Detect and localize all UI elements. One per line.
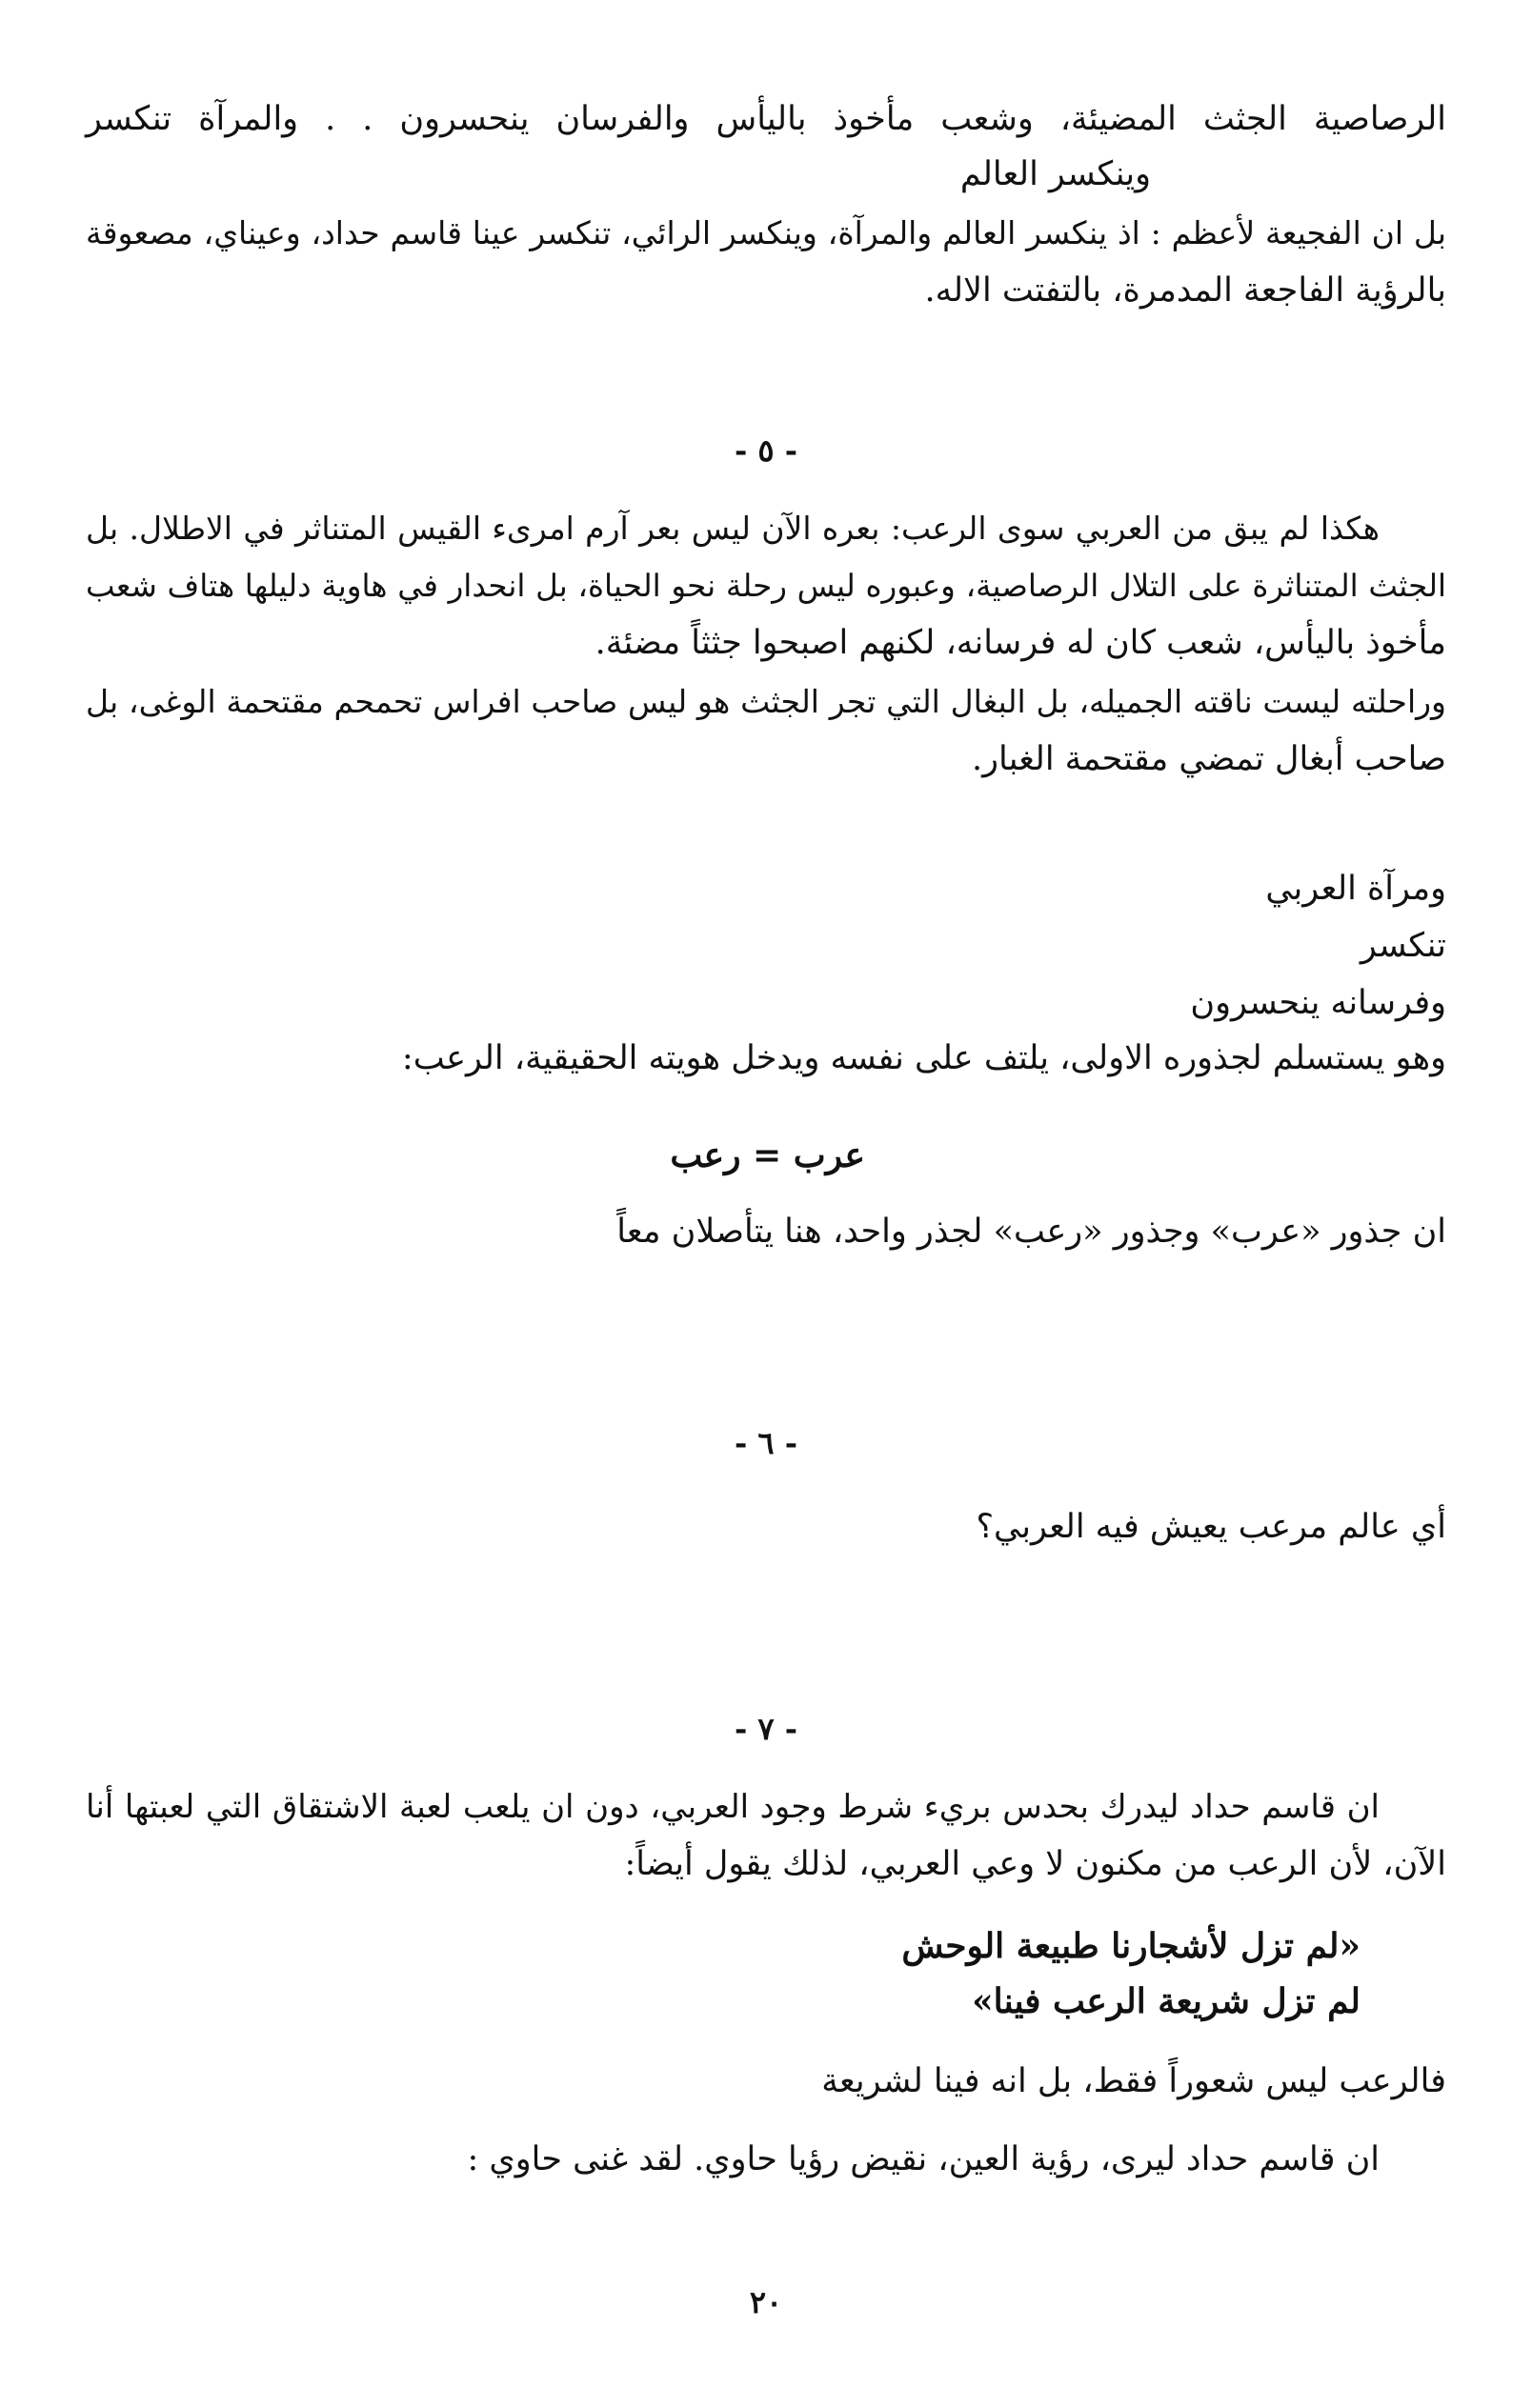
paragraph-line: أي عالم مرعب يعيش فيه العربي؟ — [976, 1508, 1446, 1546]
paragraph-line: ان قاسم حداد ليدرك بحدس بريء شرط وجود العربي، دون ان يلعب لعبة الاشتقاق التي لعبتها أنا — [86, 1788, 1380, 1826]
poem-line: وفرسانه ينحسرون — [1190, 984, 1446, 1022]
section-number: - ٥ - — [734, 432, 798, 469]
page-number: ٢٠ — [749, 2284, 783, 2320]
paragraph-line: بل ان الفجيعة لأعظم : اذ ينكسر العالم والمرآة، وينكسر الرائي، تنكسر عينا قاسم حداد، وعيناي، مصعوقة — [86, 214, 1446, 251]
paragraph-line: ان جذور «عرب» وجذور «رعب» لجذر واحد، هنا يتأصلان معاً — [616, 1213, 1446, 1251]
paragraph-line: الجثث المتناثرة على التلال الرصاصية، وعبوره ليس رحلة نحو الحياة، بل انحدار في هاوية دليلها هتاف شعب — [86, 568, 1446, 604]
poem-line: ومرآة العربي — [1265, 870, 1446, 908]
paragraph-line: الرصاصية الجثث المضيئة، وشعب مأخوذ باليأس والفرسان ينحسرون . . والمرآة تنكسر — [86, 100, 1446, 138]
paragraph-line: هكذا لم يبق من العربي سوى الرعب: بعره الآن ليس بعر آرم امرىء القيس المتناثر في الاطلال. بل — [86, 510, 1380, 547]
section-number: - ٦ - — [734, 1425, 798, 1461]
paragraph-line: وينكسر العالم — [959, 155, 1151, 193]
paragraph-line: صاحب أبغال تمضي مقتحمة الغبار. — [972, 740, 1446, 778]
quote-line: لم تزل شريعة الرعب فينا» — [972, 1981, 1361, 2021]
quote-line: «لم تزل لأشجارنا طبيعة الوحش — [901, 1926, 1361, 1966]
paragraph-line: فالرعب ليس شعوراً فقط، بل انه فينا لشريعة — [821, 2062, 1446, 2100]
paragraph-line: الآن، لأن الرعب من مكنون لا وعي العربي، لذلك يقول أيضاً: — [624, 1845, 1446, 1883]
paragraph-line: مأخوذ باليأس، شعب كان له فرسانه، لكنهم اصبحوا جثثاً مضئة. — [595, 624, 1446, 662]
equation: عرب = رعب — [670, 1135, 865, 1175]
paragraph-line: ان قاسم حداد ليرى، رؤية العين، نقيض رؤيا حاوي. لقد غنى حاوي : — [467, 2140, 1380, 2178]
paragraph-line: وراحلته ليست ناقته الجميله، بل البغال التي تجر الجثث هو ليس صاحب افراس تحمحم مقتحمة الوغى، بل — [86, 683, 1446, 720]
section-number: - ٧ - — [734, 1711, 798, 1747]
poem-line: تنكسر — [1360, 927, 1446, 965]
paragraph-line: بالرؤية الفاجعة المدمرة، بالتفتت الاله. — [924, 271, 1446, 310]
paragraph-line: وهو يستسلم لجذوره الاولى، يلتف على نفسه ويدخل هويته الحقيقية، الرعب: — [401, 1039, 1446, 1077]
